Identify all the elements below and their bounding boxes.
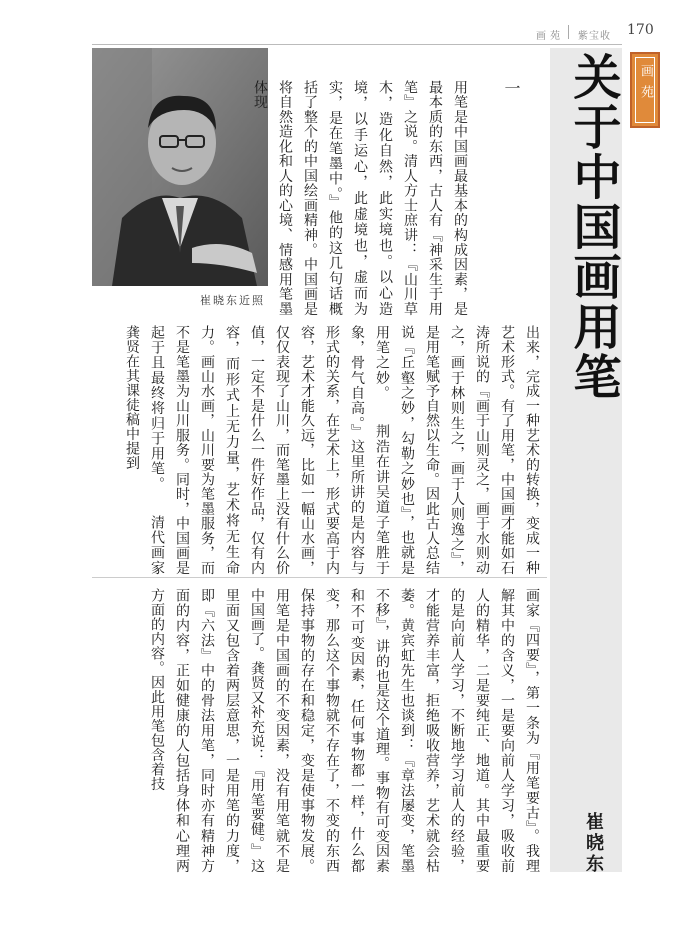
section-marker: 一	[502, 80, 521, 97]
article-body-upper-right: 用笔是中国画最基本的构成因素，是最本质的东西，古人有『神采生于用笔』之说。清人方士庶讲：『山川草木，造化自然，此实境也。以心造境，以手运心，此虚境也，虚而为实，是在笔墨中。』他的这几句话概括了整个的中国绘画精神。中国画是将自然造化和人的心境、情感用笔墨体现	[252, 80, 468, 316]
portrait-image	[92, 48, 268, 286]
page-number: 170	[627, 22, 654, 38]
section-tag	[630, 52, 660, 128]
article-body-lower: 画家『四要』，第一条为『用笔要古』。我理解其中的含义，一是要向前人学习，吸收前人的精华，二是要纯正、地道。其中最重要的是向前人学习，不断地学习前人的经验，才能营养丰富，拒绝吸收营养，艺术就会枯萎。黄宾虹先生也谈到：『章法屡变，笔墨不移』，讲的也是这个道理。事物有可变因素和不可变因素，任何事物都一样，什么都变，那么这个事物就不存在了，不变的东西保持事物的存在和稳定，变是使事物发展。用笔是中国画的不变因素，没有用笔就不是中国画了。龚贤又补充说：『用笔要健。』这里面又包含着两层意思，一是用笔的力度，即『六法』中的骨法用笔，同时亦有精神方面的内容，正如健康的人包括身体和心理两方面的内容。因此用笔包含着技	[149, 588, 540, 873]
header-divider	[568, 25, 569, 39]
header-rule	[92, 44, 622, 45]
photo-caption: 崔晓东近照	[200, 294, 265, 307]
author-name: 崔晓东	[583, 812, 604, 875]
article-body-middle: 出来，完成一种艺术的转换，变成一种艺术形式。有了用笔，中国画才能如石涛所说的『画于山则灵之，画于水则动之，画于林则生之，画于人则逸之』，是用笔赋予自然以生命。因此古人总结说『丘壑之妙，勾勒之妙也』，也就是用笔之妙。 荆浩在讲吴道子笔胜于象，骨气自高。』这里所讲的是内容与形式的关系，在艺术上，形式要高于内容，艺术才能久远，比如一幅山水画，仅仅表现了山川，而笔墨上没有什么价值，一定不是什么一件好作品，仅有内容，而形式上无力量，艺术将无生命力。画山水画，山川要为笔墨服务，而不是笔墨为山川服务。同时，中国画是起于且最终将归于用笔。 清代画家龚贤在其课徒稿中提到	[124, 325, 540, 575]
column-divider	[92, 577, 547, 578]
section-tag-label: 画苑	[638, 64, 653, 106]
header-section: 画苑	[536, 31, 564, 42]
running-header	[490, 22, 690, 42]
article-title: 关于中国画用笔	[565, 52, 621, 402]
header-magazine: 紫宝收	[578, 31, 611, 42]
author-photo	[92, 48, 268, 286]
